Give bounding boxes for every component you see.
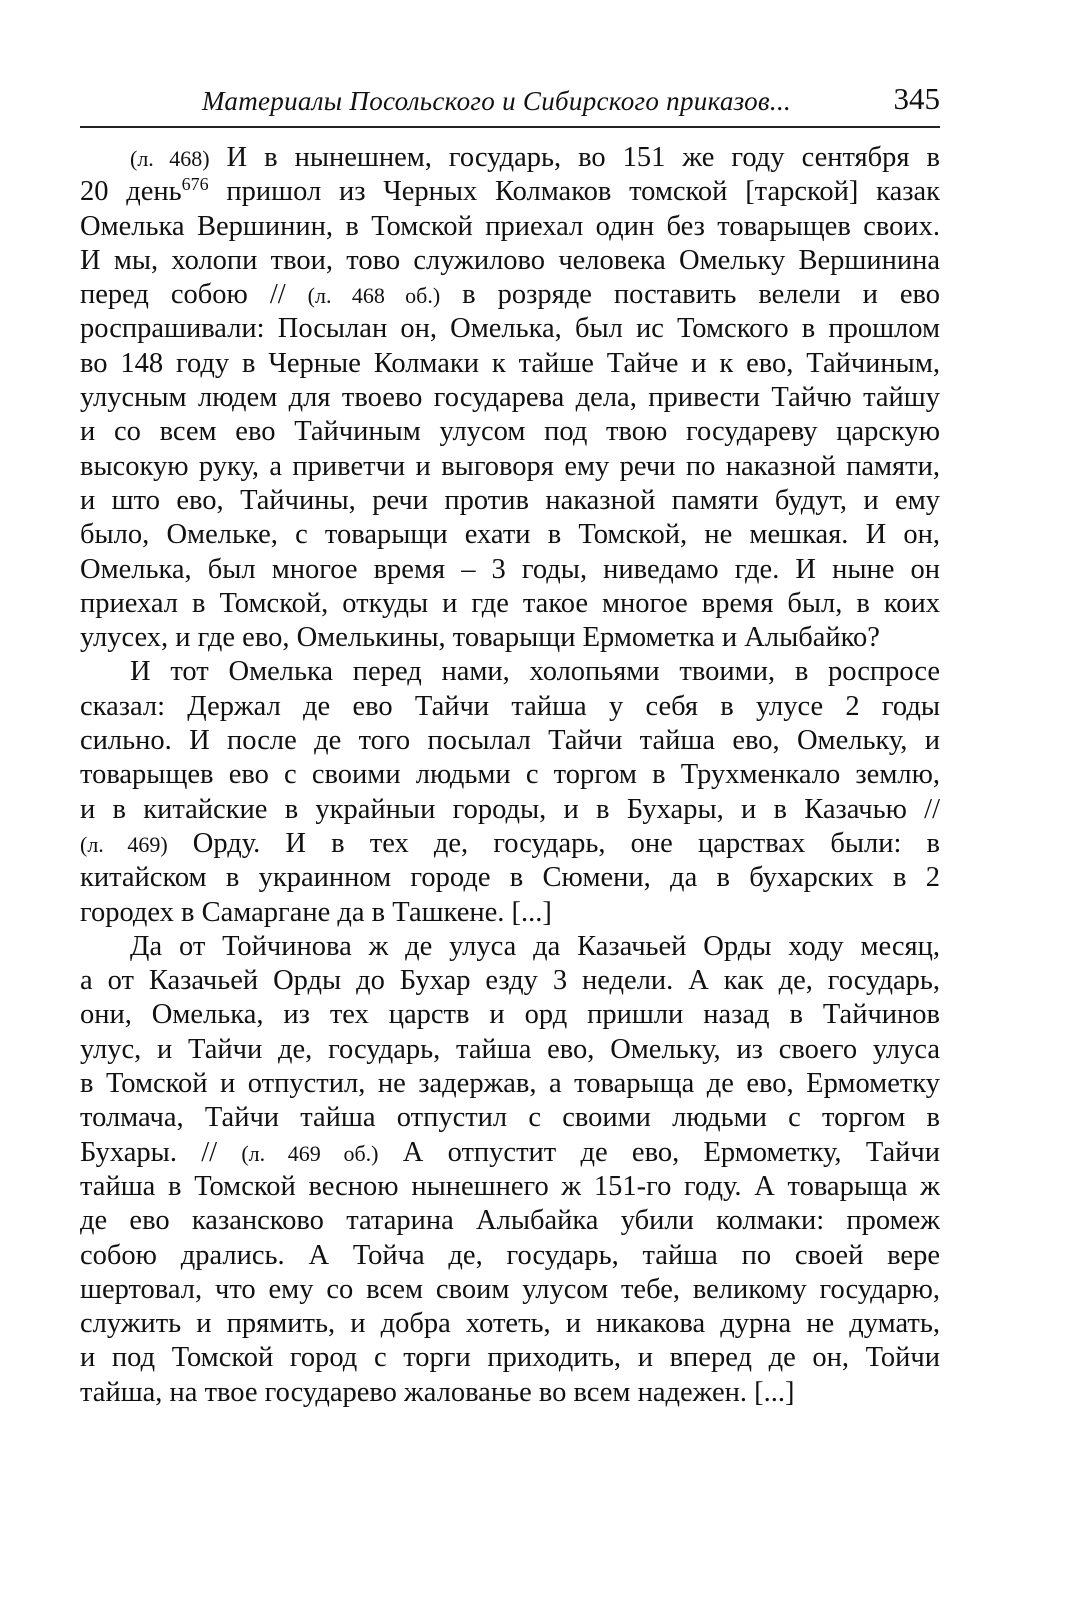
line-text: 20 день (80, 176, 182, 208)
line-text: служить и прямить, и добра хотеть, и никакова дурна не думать, (80, 1308, 940, 1340)
line-text: товарыщев ево с своими людьми с торгом в Трухменкало землю, (80, 759, 940, 791)
line-text: высокую руку, а приветчи и выговоря ему речи по наказной памяти, (80, 450, 940, 482)
line-text: И в нынешнем, государь, во 151 же году сентября в (209, 142, 940, 173)
text-line (80, 1273, 940, 1307)
text-line (80, 312, 940, 346)
line-text: и под Томской город с торги приходить, и вперед де он, Тойчи (80, 1342, 940, 1374)
text-line (80, 347, 940, 381)
folio-reference: (л. 468 об.) (307, 283, 441, 309)
text-line (80, 724, 940, 758)
folio-reference: (л. 469 об.) (241, 1140, 379, 1166)
folio-reference: (л. 469) (80, 831, 168, 857)
line-text: Орду. И в тех де, государь, оне царствах были: в (167, 827, 940, 859)
text-line (80, 1101, 940, 1135)
text-line (80, 1204, 940, 1238)
running-header (80, 82, 940, 122)
text-line (80, 998, 940, 1032)
line-text: приехал в Томской, откуды и где такое многое время был, в коих (80, 587, 940, 619)
text-line (80, 655, 940, 689)
line-text: перед собою // (80, 279, 308, 311)
text-line (80, 1033, 940, 1067)
line-text: тайша, на твое государево жалованье во всем надежен. [...] (80, 1376, 795, 1408)
line-text: де ево казансково татарина Алыбайка убили колмаки: промеж (80, 1205, 940, 1237)
line-text: И тот Омелька перед нами, холопьями твоими, в роспросе (130, 656, 940, 688)
line-text: Омелька Вершинин, в Томской приехал один без товарыщев своих. (80, 210, 940, 242)
text-line (80, 758, 940, 792)
text-line (80, 1307, 940, 1341)
text-line (80, 141, 940, 175)
text-line (80, 210, 940, 244)
line-text: и што ево, Тайчины, речи против наказной памяти будут, и ему (80, 484, 940, 516)
line-text: сильно. И после де того посылал Тайчи тайша ево, Омельку, и (80, 725, 940, 757)
line-text: улусным людем для твоево государева дела, привести Тайчю тайшу (80, 382, 940, 414)
text-line (80, 450, 940, 484)
line-text: роспрашивали: Посылан он, Омелька, был ис Томского в прошлом (80, 313, 940, 345)
text-line (80, 244, 940, 278)
line-text: И мы, холопи твои, тово служилово человека Омельку Вершинина (80, 244, 940, 276)
text-line (80, 484, 940, 518)
line-text: они, Омелька, из тех царств и орд пришли назад в Тайчинов (80, 999, 940, 1031)
text-line (80, 553, 940, 587)
page-number: 345 (893, 81, 940, 116)
text-line (80, 1341, 940, 1375)
text-line (80, 1136, 940, 1170)
line-text: Да от Тойчинова ж де улуса да Казачьей Орды ходу месяц, (130, 930, 940, 962)
text-line (80, 415, 940, 449)
line-text: Омелька, был многое время – 3 годы, ниведамо где. И ныне он (80, 553, 940, 585)
line-text: сказал: Держал де ево Тайчи тайша у себя в улусе 2 годы (80, 690, 940, 722)
text-line (80, 278, 940, 312)
line-text: и со всем ево Тайчиным улусом под твою государеву царскую (80, 416, 940, 448)
line-text: улус, и Тайчи де, государь, тайша ево, Омельку, из своего улуса (80, 1033, 940, 1065)
text-line (80, 175, 940, 209)
text-line (80, 621, 940, 655)
text-line (80, 587, 940, 621)
line-text: было, Омельке, с товарыщи ехати в Томской, не мешкая. И он, (80, 519, 940, 551)
text-line (80, 690, 940, 724)
line-text: шертовал, что ему со всем своим улусом тебе, великому государю, (80, 1273, 940, 1305)
text-line (80, 964, 940, 998)
line-text-continued: А отпустит де ево, Ермометку, Тайчи (378, 1136, 941, 1168)
text-line (80, 793, 940, 827)
header-rule (80, 126, 940, 128)
text-line (80, 861, 940, 895)
text-line (80, 930, 940, 964)
body-text (80, 141, 940, 1410)
line-text: во 148 году в Черные Колмаки к тайше Тайче и к ево, Тайчиным, (80, 347, 940, 379)
line-text: Бухары. // (80, 1136, 242, 1168)
text-line (80, 1067, 940, 1101)
text-line (80, 1239, 940, 1273)
text-line (80, 381, 940, 415)
line-text: городех в Самаргане да в Ташкене. [...] (80, 896, 552, 928)
text-line (80, 896, 940, 930)
line-text: толмача, Тайчи тайша отпустил с своими людьми с торгом в (80, 1102, 940, 1134)
line-text: тайша в Томской весною нынешнего ж 151-го году. А товарыща ж (80, 1170, 940, 1202)
text-line (80, 827, 940, 861)
line-text: улусех, и где ево, Омелькины, товарыщи Ермометка и Алыбайко? (80, 622, 880, 654)
line-text: и в китайские в украйныи городы, и в Бухары, и в Казачью // (80, 793, 940, 825)
text-line (80, 518, 940, 552)
line-text: китайском в украинном городе в Сюмени, да в бухарских в 2 (80, 862, 940, 894)
line-text: в Томской и отпустил, не задержав, а товарыща де ево, Ермометку (80, 1068, 940, 1100)
line-text: собою дрались. А Тойча де, государь, тайша по своей вере (80, 1239, 940, 1271)
text-line (80, 1170, 940, 1204)
footnote-marker: 676 (181, 174, 209, 195)
line-text-continued: пришол из Черных Колмаков томской [тарской] казак (208, 176, 940, 208)
running-title: Материалы Посольского и Сибирского приказов... (202, 86, 792, 116)
text-line (80, 1376, 940, 1410)
folio-reference: (л. 468) (130, 146, 210, 171)
line-text-continued: в розряде поставить велели и ево (440, 279, 940, 311)
line-text: а от Казачьей Орды до Бухар езду 3 недели. А как де, государь, (80, 965, 940, 997)
